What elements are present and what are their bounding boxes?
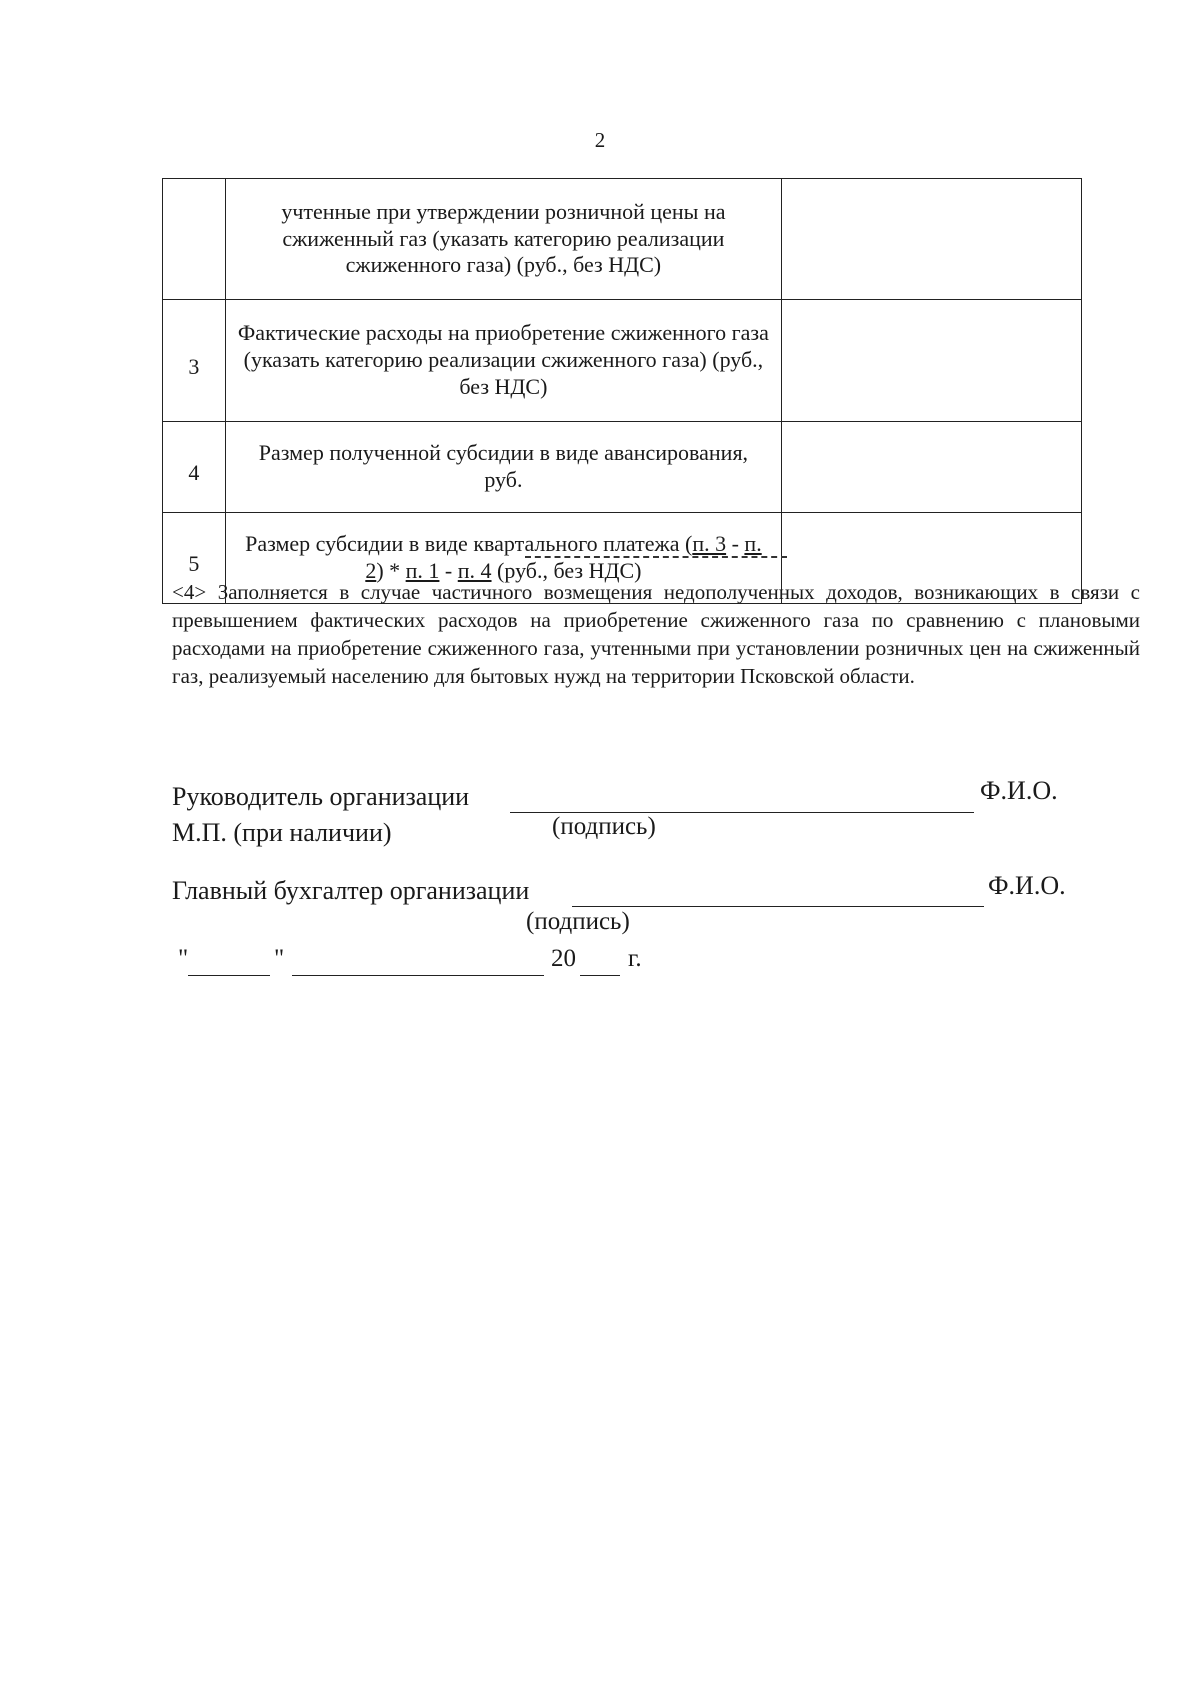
accountant-signature-caption: (подпись) bbox=[526, 908, 630, 935]
row-number: 3 bbox=[163, 300, 226, 422]
row-value-cell bbox=[781, 300, 1081, 422]
formula-ref-link: п. 2 bbox=[365, 531, 762, 583]
date-quote-close: " bbox=[274, 945, 285, 972]
row-description: учтенные при утверждении розничной цены на сжиженный газ (указать категорию реализации сжиженного газа) (руб., без НДС) bbox=[225, 179, 781, 300]
date-year-prefix: 20 bbox=[551, 945, 576, 972]
date-month-line bbox=[292, 975, 544, 976]
formula-text: - bbox=[726, 531, 745, 557]
formula-ref-link: п. 4 bbox=[457, 558, 492, 583]
row-value-cell bbox=[781, 179, 1081, 300]
stamp-label: М.П. (при наличии) bbox=[172, 818, 392, 847]
date-year-line bbox=[580, 975, 620, 976]
row-description: Размер полученной субсидии в виде авансирования, руб. bbox=[225, 422, 781, 513]
table-row bbox=[163, 422, 1082, 513]
formula-text: (руб., без НДС) bbox=[491, 558, 642, 583]
head-fio: Ф.И.О. bbox=[980, 776, 1058, 805]
accountant-fio: Ф.И.О. bbox=[988, 871, 1066, 900]
accountant-signature-line bbox=[572, 906, 984, 907]
formula-text: ) * bbox=[376, 558, 406, 583]
row-value-cell bbox=[781, 422, 1081, 513]
footnote: <4> Заполняется в случае частичного возмещения недополученных доходов, возникающих в связи с превышением фактических расходов на приобретение сжиженного газа по сравнению с плановыми расходами на приобретение сжиженного газа, учтенными при установлении розничных цен на сжиженный газ, реализуемый населению для бытовых нужд на территории Псковской области. bbox=[172, 580, 1140, 688]
page-number: 2 bbox=[594, 128, 606, 152]
date-day-line bbox=[188, 975, 270, 976]
row-number: 5 bbox=[163, 513, 226, 604]
footnote-separator bbox=[525, 556, 787, 558]
formula-text: - bbox=[439, 558, 458, 583]
date-quote-open: " bbox=[178, 945, 189, 972]
row-description: Фактические расходы на приобретение сжиженного газа (указать категорию реализации сжиженного газа) (руб., без НДС) bbox=[225, 300, 781, 422]
formula-ref-link: п. 3 bbox=[692, 531, 727, 557]
row-number bbox=[163, 179, 226, 300]
formula-text: Размер субсидии в виде квартального платежа ( bbox=[245, 531, 693, 557]
table-row bbox=[163, 179, 1082, 300]
row-number: 4 bbox=[163, 422, 226, 513]
date-year-suffix: г. bbox=[628, 945, 642, 972]
head-signature-caption: (подпись) bbox=[552, 813, 656, 840]
data-table bbox=[162, 178, 1082, 604]
accountant-label: Главный бухгалтер организации bbox=[172, 876, 530, 905]
formula-ref-link: п. 1 bbox=[405, 558, 440, 583]
table-row bbox=[163, 300, 1082, 422]
head-label: Руководитель организации bbox=[172, 782, 470, 811]
